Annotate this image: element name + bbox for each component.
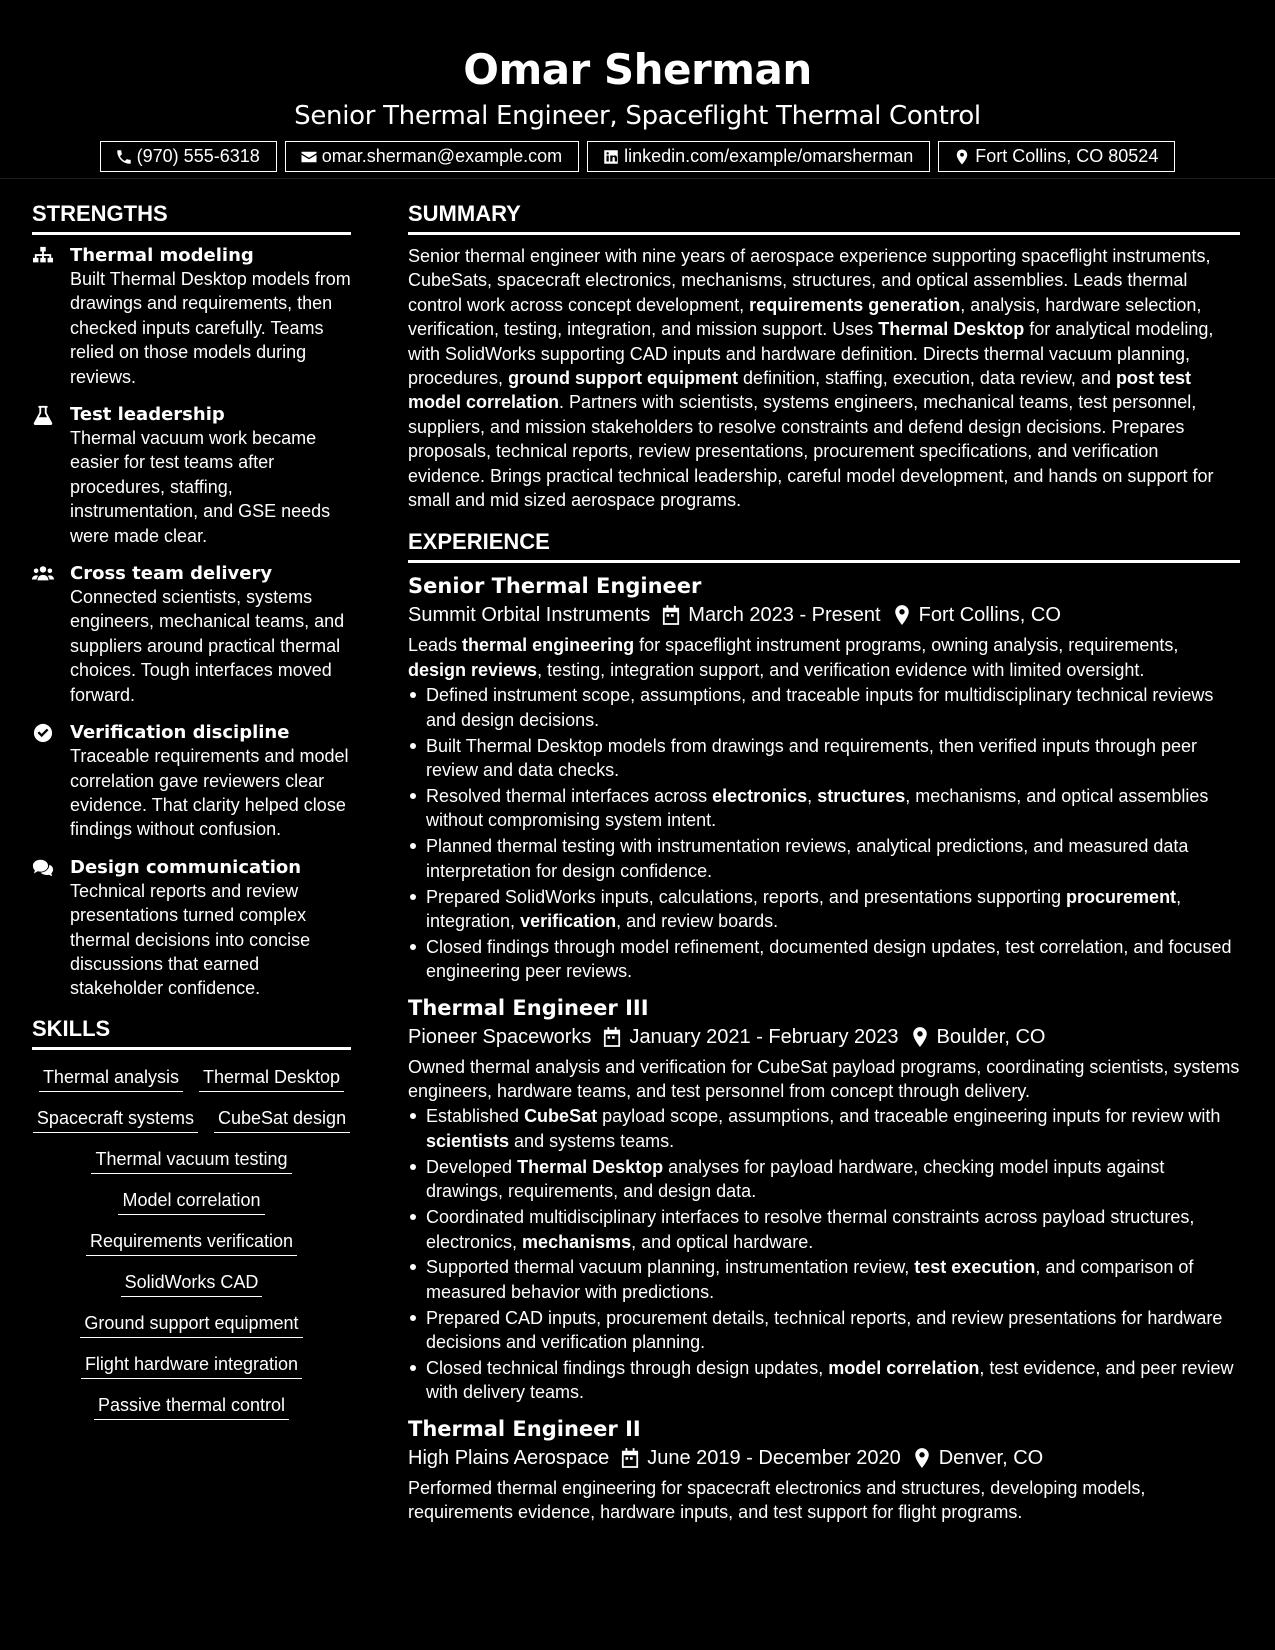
job-bullet <box>408 1205 1240 1254</box>
skill-tag: Flight hardware integration <box>81 1351 302 1379</box>
text-segment: Closed findings through model refinement, documented design updates, test correlation, and focused engineering peer reviews. <box>426 936 1232 982</box>
job-bullet <box>408 1155 1240 1204</box>
phone-icon <box>115 148 133 166</box>
skill-tag: Ground support equipment <box>80 1310 302 1338</box>
check-circle-icon <box>32 723 54 743</box>
summary-heading: SUMMARY <box>408 200 1240 235</box>
strength-item <box>32 562 351 707</box>
job-bullet <box>408 885 1240 934</box>
text-segment: , analysis, hardware selection, verification, testing, integration, and mission support. Uses <box>408 294 1202 340</box>
text-segment: for spaceflight instrument programs, owning analysis, requirements, <box>634 635 1179 656</box>
text-segment: Prepared CAD inputs, procurement details, technical reports, and review presentations for hardware decisions and verification planning. <box>426 1307 1223 1353</box>
contact-linkedin-text: linkedin.com/example/omarsherman <box>624 146 914 166</box>
skill-tag: Requirements verification <box>86 1228 297 1256</box>
emphasis-text: CubeSat <box>524 1106 598 1127</box>
experience-list <box>408 572 1240 1524</box>
contact-bar <box>0 141 1275 172</box>
text-segment: Established <box>426 1106 525 1127</box>
skill-tag: Thermal vacuum testing <box>91 1146 291 1174</box>
users-icon <box>32 564 54 584</box>
text-segment: Supported thermal vacuum planning, instrumentation review, <box>426 1257 915 1278</box>
resume-header <box>0 0 1275 179</box>
job-company: High Plains Aerospace <box>408 1446 610 1469</box>
text-segment: , and comparison of measured behavior with predictions. <box>426 1257 1194 1302</box>
skill-tag: SolidWorks CAD <box>121 1269 263 1297</box>
job-title: Senior Thermal Engineer <box>408 574 702 599</box>
job-location: Boulder, CO <box>936 1025 1046 1048</box>
job-bullet <box>408 834 1240 883</box>
job-dates: June 2019 - December 2020 <box>647 1446 901 1469</box>
text-segment: Performed thermal engineering for spacecraft electronics and structures, developing models, requirements evidence, hardware inputs, and test support for flight programs. <box>408 1477 1146 1523</box>
skill-tag: CubeSat design <box>214 1105 350 1133</box>
job-location: Fort Collins, CO <box>918 604 1061 627</box>
candidate-headline: Senior Thermal Engineer, Spaceflight Thermal Control <box>294 101 981 131</box>
location-pin-icon <box>913 1448 931 1468</box>
contact-location-text: Fort Collins, CO 80524 <box>975 146 1159 166</box>
emphasis-text: requirements generation <box>749 294 961 315</box>
job-meta <box>408 600 1240 630</box>
emphasis-text: post test model correlation <box>408 368 1191 413</box>
strength-title: Thermal modeling <box>70 245 254 266</box>
text-segment: Developed <box>426 1156 518 1177</box>
text-segment: for analytical modeling, with SolidWorks supporting CAD inputs and hardware definition. Directs thermal vacuum planning, procedures, <box>408 319 1214 389</box>
text-segment: Leads <box>408 635 463 656</box>
envelope-icon <box>300 148 318 166</box>
skill-tag: Passive thermal control <box>94 1392 289 1420</box>
candidate-name: Omar Sherman <box>463 45 812 94</box>
skill-tag: Model correlation <box>118 1187 264 1215</box>
text-segment: , and review boards. <box>616 910 779 931</box>
job-bullet <box>408 1255 1240 1304</box>
job-bullet <box>408 1356 1240 1405</box>
text-segment: Planned thermal testing with instrumentation reviews, analytical predictions, and measured data interpretation for design confidence. <box>426 836 1189 881</box>
flask-icon <box>32 405 54 425</box>
comments-icon <box>32 858 54 878</box>
job-description <box>408 1476 1240 1525</box>
emphasis-text: scientists <box>426 1130 510 1151</box>
strength-title: Design communication <box>70 856 302 878</box>
emphasis-text: thermal engineering <box>462 635 635 656</box>
job-title: Thermal Engineer II <box>408 1416 641 1441</box>
strength-title: Verification discipline <box>70 722 290 744</box>
job-meta <box>408 1022 1240 1052</box>
skill-tag: Thermal Desktop <box>199 1064 344 1092</box>
strength-desc: Thermal vacuum work became easier for test teams after procedures, staffing, instrumentation, and GSE needs were made clear. <box>70 428 331 546</box>
text-segment: definition, staffing, execution, data review, and <box>738 368 1116 389</box>
job-location: Denver, CO <box>938 1446 1044 1469</box>
job-description <box>408 633 1240 682</box>
job-bullets <box>408 1104 1240 1404</box>
calendar-icon <box>621 1448 639 1468</box>
text-segment: , and optical hardware. <box>631 1231 814 1252</box>
strength-item <box>32 856 351 1001</box>
emphasis-text: Thermal Desktop <box>517 1156 664 1177</box>
text-segment: Defined instrument scope, assumptions, and traceable inputs for multidisciplinary technical reviews and design decisions. <box>426 685 1214 730</box>
text-segment: and systems teams. <box>509 1130 675 1151</box>
text-segment: Closed technical findings through design updates, <box>426 1358 829 1379</box>
skill-tag: Spacecraft systems <box>33 1105 198 1133</box>
strength-desc: Traceable requirements and model correlation gave reviewers clear evidence. That clarity helped close findings without confusion. <box>70 746 349 840</box>
location-pin-icon <box>911 1027 929 1047</box>
job-bullets <box>408 683 1240 983</box>
skills-heading: SKILLS <box>32 1015 351 1050</box>
linkedin-icon <box>602 148 620 166</box>
job-bullet <box>408 683 1240 732</box>
text-segment: Owned thermal analysis and verification for CubeSat payload programs, coordinating scientists, systems engineers, hardware teams, and test personnel from concept through delivery. <box>408 1056 1240 1102</box>
emphasis-text: Thermal Desktop <box>878 319 1025 340</box>
text-segment: Resolved thermal interfaces across <box>426 785 713 806</box>
emphasis-text: mechanisms <box>522 1231 632 1252</box>
strength-title: Test leadership <box>70 404 225 426</box>
skill-tag: Thermal analysis <box>39 1064 183 1092</box>
emphasis-text: design reviews <box>408 659 538 680</box>
job-title: Thermal Engineer III <box>408 995 649 1020</box>
contact-phone-text: (970) 555-6318 <box>136 146 260 166</box>
summary-text <box>408 244 1240 512</box>
text-segment: , test evidence, and peer review with delivery teams. <box>426 1358 1234 1403</box>
job-bullet <box>408 1104 1240 1153</box>
job-bullet <box>408 734 1240 783</box>
text-segment: . Partners with scientists, systems engineers, mechanical teams, test personnel, suppliers, and mission stakeholders to resolve constraints and defend design decisions. Prepares proposals, technical reports, review presentations, procurement specifications, and verification evidence. Brings practical technical leadership, careful model development, and hands on support for small and mid sized aerospace programs. <box>408 392 1214 511</box>
strength-item <box>32 403 351 548</box>
emphasis-text: model correlation <box>828 1358 980 1379</box>
emphasis-text: ground support equipment <box>508 368 739 389</box>
job-entry <box>408 1415 1240 1525</box>
skills-list <box>32 1060 351 1420</box>
text-segment: , <box>807 785 818 806</box>
location-pin-icon <box>953 148 971 166</box>
text-segment: Prepared SolidWorks inputs, calculations, reports, and presentations supporting <box>426 886 1067 907</box>
calendar-icon <box>603 1027 621 1047</box>
job-entry <box>408 572 1240 983</box>
job-meta <box>408 1443 1240 1473</box>
text-segment: Built Thermal Desktop models from drawings and requirements, then verified inputs through peer review and data checks. <box>426 735 1198 780</box>
contact-email-text: omar.sherman@example.com <box>321 146 563 166</box>
strength-item <box>32 721 351 842</box>
emphasis-text: verification <box>520 910 617 931</box>
job-entry <box>408 994 1240 1405</box>
right-column <box>408 200 1240 1535</box>
text-segment: payload scope, assumptions, and traceable engineering inputs for review with <box>597 1106 1221 1127</box>
strength-title: Cross team delivery <box>70 563 273 585</box>
emphasis-text: test execution <box>914 1257 1036 1278</box>
location-pin-icon <box>893 605 911 625</box>
emphasis-text: structures <box>817 785 906 806</box>
contact-linkedin[interactable] <box>587 141 930 172</box>
emphasis-text: electronics <box>712 785 808 806</box>
job-description <box>408 1055 1240 1104</box>
text-segment: Senior thermal engineer with nine years of aerospace experience supporting spaceflight instruments, CubeSats, spacecraft electronics, mechanisms, structures, and optical assemblies. Leads thermal control work across concept development, <box>408 246 1211 315</box>
job-bullet <box>408 1306 1240 1355</box>
contact-phone[interactable] <box>100 141 277 172</box>
job-dates: January 2021 - February 2023 <box>629 1025 899 1048</box>
sitemap-icon <box>32 246 54 266</box>
emphasis-text: procurement <box>1066 886 1177 907</box>
text-segment: Coordinated multidisciplinary interfaces to resolve thermal constraints across payload structures, electronics, <box>426 1207 1195 1252</box>
job-bullet <box>408 784 1240 833</box>
strength-desc: Built Thermal Desktop models from drawings and requirements, then checked inputs carefully. Teams relied on those models during reviews. <box>70 269 351 387</box>
text-segment: analyses for payload hardware, checking model inputs against drawings, requirements, and design data. <box>426 1156 1165 1202</box>
text-segment: , testing, integration support, and verification evidence with limited oversight. <box>537 659 1145 680</box>
strengths-heading: STRENGTHS <box>32 200 351 235</box>
strength-item <box>32 244 351 389</box>
strength-desc: Connected scientists, systems engineers, mechanical teams, and suppliers around practical thermal choices. Tough interfaces moved forward. <box>70 587 345 705</box>
text-segment: , integration, <box>426 886 1182 931</box>
text-segment: , mechanisms, and optical assemblies without compromising system intent. <box>426 785 1209 831</box>
job-company: Pioneer Spaceworks <box>408 1025 592 1048</box>
experience-heading: EXPERIENCE <box>408 528 1240 563</box>
contact-email[interactable] <box>285 141 579 172</box>
strength-desc: Technical reports and review presentations turned complex thermal decisions into concise discussions that earned stakeholder confidence. <box>70 880 311 999</box>
contact-location <box>938 141 1175 172</box>
left-column <box>32 200 351 1420</box>
job-dates: March 2023 - Present <box>688 604 881 627</box>
job-company: Summit Orbital Instruments <box>408 604 651 627</box>
job-bullet <box>408 935 1240 984</box>
calendar-icon <box>662 605 680 625</box>
